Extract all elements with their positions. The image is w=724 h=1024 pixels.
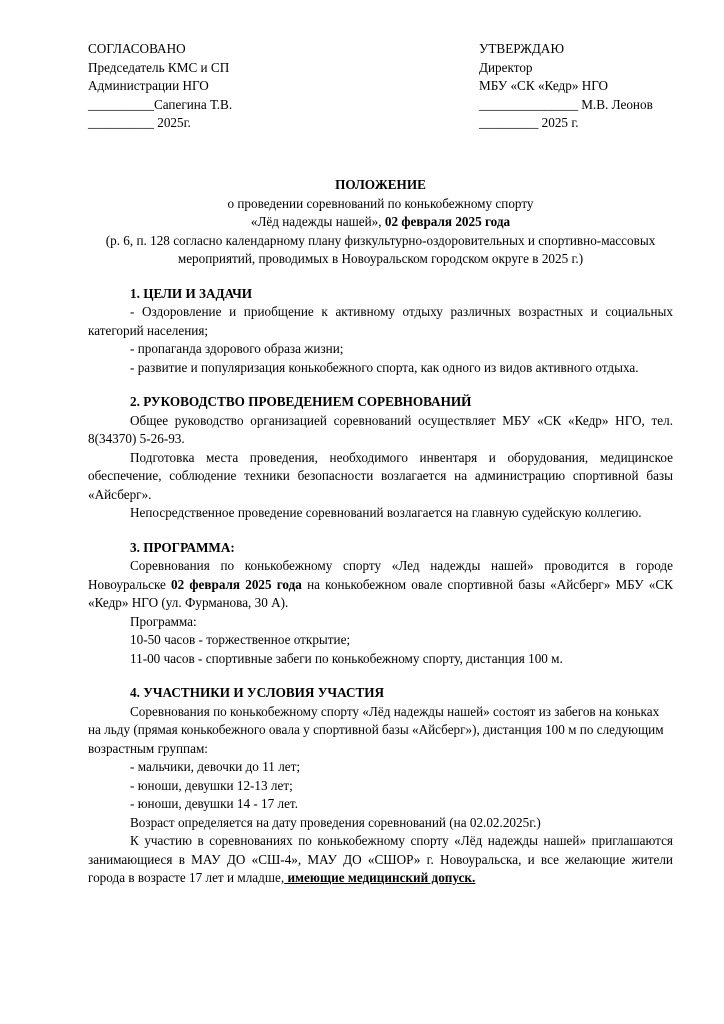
approved-position: Директор [479,59,533,75]
section-2-paragraph-1: Общее руководство организацией соревнований осуществляет МБУ «СК «Кедр» НГО, тел. 8(34370) 5-26-93. [88,412,673,446]
program-item-1: 10-50 часов - торжественное открытие; [130,632,351,647]
approved-organization: МБУ «СК «Кедр» НГО [479,78,609,93]
event-name-date [88,213,673,232]
age-group-1: - мальчики, девочки до 11 лет; [130,759,301,774]
section-1-item-1: - Оздоровление и приобщение к активному отдыху различных возрастных и социальных категорий населения; [88,304,673,338]
document-title: ПОЛОЖЕНИЕ [335,177,426,192]
approved-signature-line: _______________ М.В. Леонов [479,96,653,112]
age-determination: Возраст определяется на дату проведения соревнований (на 02.02.2025г.) [130,814,541,830]
section-4-paragraph-1: Соревнования по конькобежному спорту «Лёд надежды нашей» состоят из забегов на коньках на льду (прямая конькобежного овала у спортивной базы «Айсберг»), дистанция 100 м по следующим возрастным группам: [88,703,664,756]
agreed-position: Председатель КМС и СП [88,59,230,75]
agreed-signature-line: __________Сапегина Т.В. [88,96,233,112]
section-1-heading: 1. ЦЕЛИ И ЗАДАЧИ [130,285,253,301]
section-1-item-2: - пропаганда здорового образа жизни; [130,341,344,356]
program-date: 02 февраля 2025 года [171,576,302,592]
section-1-item-3: - развитие и популяризация конькобежного спорта, как одного из видов активного отдыха. [130,359,639,375]
section-2-heading: 2. РУКОВОДСТВО ПРОВЕДЕНИЕМ СОРЕВНОВАНИЙ [130,394,472,409]
agreed-date-line: __________ 2025г. [88,115,191,130]
section-4-paragraph-3 [88,832,673,888]
section-3-heading: 3. ПРОГРАММА: [130,539,235,555]
section-4-heading: 4. УЧАСТНИКИ И УСЛОВИЯ УЧАСТИЯ [130,685,385,700]
section-2-paragraph-2: Подготовка места проведения, необходимого инвентаря и оборудования, медицинское обеспечение, соблюдение техники безопасности возлагается на администрацию спортивной базы «Айсберг». [88,449,673,502]
program-text-1: Соревнования по конькобежному спорту «Лед надежды нашей» проводится в городе Новоуральске [88,558,673,592]
agreed-label: СОГЛАСОВАНО [88,41,186,56]
approval-agreed-block [88,40,232,133]
document-body [88,176,673,888]
approval-approved-block [479,40,653,133]
section-2-paragraph-3: Непосредственное проведение соревнований возлагается на главную судейскую коллегию. [130,505,642,520]
age-group-3: - юноши, девушки 14 - 17 лет. [130,796,299,811]
program-text-2: на конькобежном овале спортивной базы «Айсберг» МБУ «СК «Кедр» НГО (ул. Фурманова, 30 А). [88,576,673,610]
section-3-paragraph-1 [88,557,673,613]
approved-date-line: _________ 2025 г. [479,115,579,130]
program-item-2: 11-00 часов - спортивные забеги по конькобежному спорту, дистанция 100 м. [130,650,563,666]
agreed-organization: Администрации НГО [88,78,209,93]
program-label: Программа: [130,613,197,629]
medical-clearance: имеющие медицинский допуск. [284,870,476,885]
calendar-reference: (р. 6, п. 128 согласно календарному плану физкультурно-оздоровительных и спортивно-массовых мероприятий, проводимых в Новоуральском городском округе в 2025 г.) [105,232,656,266]
approved-label: УТВЕРЖДАЮ [479,41,565,56]
event-date: 02 февраля 2025 года [384,214,511,229]
event-name: «Лёд надежды нашей», [250,214,385,229]
document-subtitle: о проведении соревнований по конькобежному спорту [227,195,534,211]
participants-text: К участию в соревнованиях по конькобежному спорту «Лёд надежды нашей» приглашаются занимающиеся в МАУ ДО «СШ-4», МАУ ДО «СШОР» г. Новоуральска, и все желающие жители города в возрасте 17 лет и младше, [88,833,673,885]
age-group-2: - юноши, девушки 12-13 лет; [130,777,293,793]
